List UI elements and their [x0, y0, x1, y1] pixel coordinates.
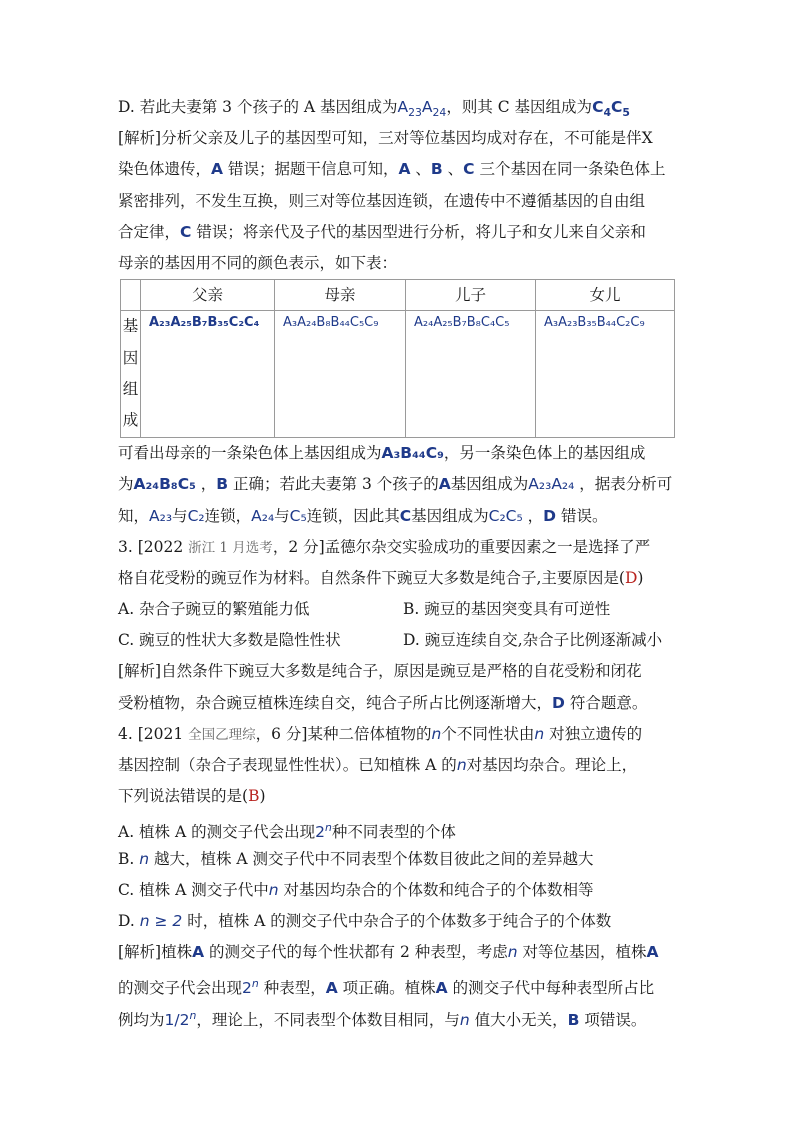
gene-a23: $A_{23}A_{24}$ — [397, 98, 447, 120]
option-c: C. 豌豆的性状大多数是隐性性状 — [118, 631, 341, 650]
cell-mother: A₃A₂₄B₈B₄₄C₅C₉ — [275, 311, 406, 438]
question4-analysis3: 例均为1/2$^n$，理论上，不同表型个体数目相同，与n 值大小无关，B 项错误。 — [118, 1008, 647, 1029]
header-mother: 母亲 — [275, 280, 406, 311]
question4-line1: 4. [2021 全国乙理综，6 分]某种二倍体植物的n个不同性状由n 对独立遗传的 — [118, 724, 643, 743]
analysis1-line1: [解析]分析父亲及儿子的基因型可知，三对等位基因均成对存在，不可能是伴X — [118, 129, 653, 148]
header-father: 父亲 — [141, 280, 275, 311]
analysis2-line1: 可看出母亲的一条染色体上基因组成为A₃B₄₄C₉，另一条染色体上的基因组成 — [118, 444, 646, 463]
analysis1-line4: 合定律，C 错误；将亲代及子代的基因型进行分析，将儿子和女儿来自父亲和 — [118, 222, 646, 241]
question4-option-b: B. n 越大，植株 A 测交子代中不同表型个体数目彼此之间的差异越大 — [118, 849, 594, 868]
analysis1-line5: 母亲的基因用不同的颜色表示，如下表： — [118, 253, 398, 272]
analysis2-line3: 知，A₂₃与C₂连锁，A₂₄与C₅连锁，因此其C基因组成为C₂C₅ ，D 错误。 — [118, 506, 608, 525]
genotype-table — [120, 279, 675, 438]
question4-option-d: D. n ≥ 2 时，植株 A 的测交子代中杂合子的个体数多于纯合子的个体数 — [118, 911, 612, 930]
analysis2-line2: 为A₂₄B₈C₅ ，B 正确；若此夫妻第 3 个孩子的A基因组成为A₂₃A₂₄ ，据表分析可 — [118, 475, 673, 494]
question4-analysis1: [解析]植株A 的测交子代的每个性状都有 2 种表型，考虑n 对等位基因，植株A — [118, 943, 659, 962]
cell-father: A₂₃A₂₅B₇B₃₅C₂C₄ — [141, 311, 275, 438]
option-d: D. 豌豆连续自交,杂合子比例逐渐减小 — [403, 631, 663, 650]
document-page — [118, 92, 678, 1031]
question3-line2: 格自花受粉的豌豆作为材料。自然条件下豌豆大多数是纯合子,主要原因是(D) — [118, 568, 644, 587]
header-daughter: 女儿 — [536, 280, 675, 311]
question4-analysis2: 的测交子代会出现2$^n$ 种表型，A 项正确。植株A 的测交子代中每种表型所占比 — [118, 977, 655, 998]
answer-b: B — [248, 787, 260, 806]
gene-c4c5: $C_4C_5$ — [592, 98, 630, 120]
option-d-mid: ，则其 C 基因组成为 — [446, 98, 593, 116]
question4-option-a: A. 植株 A 的测交子代会出现2$^n$种不同表型的个体 — [118, 821, 456, 842]
question3-analysis2: 受粉植物，杂合豌豆植株连续自交，纯合子所占比例逐渐增大，D 符合题意。 — [118, 693, 648, 712]
question3-line1: 3. [2022 浙江 1 月选考，2 分]孟德尔杂交实验成功的重要因素之一是选择了严 — [118, 537, 651, 556]
answer-d: D — [624, 568, 638, 587]
question3-options-cd — [118, 625, 678, 656]
cell-daughter: A₃A₂₃B₃₅B₄₄C₂C₉ — [536, 311, 675, 438]
question4-line3: 下列说法错误的是(B) — [118, 787, 266, 806]
table-header-row — [121, 280, 675, 311]
question3-analysis1: [解析]自然条件下豌豆大多数是纯合子，原因是豌豆是严格的自花受粉和闭花 — [118, 662, 642, 681]
table-corner — [121, 280, 141, 311]
option-b: B. 豌豆的基因突变具有可逆性 — [403, 600, 611, 619]
option-a: A. 杂合子豌豆的繁殖能力低 — [118, 600, 310, 619]
header-son: 儿子 — [406, 280, 536, 311]
analysis1-line2: 染色体遗传，A 错误；据题干信息可知，A 、B 、C 三个基因在同一条染色体上 — [118, 160, 666, 179]
table-row — [121, 311, 675, 438]
analysis1-line3: 紧密排列，不发生互换，则三对等位基因连锁，在遗传中不遵循基因的自由组 — [118, 191, 646, 210]
question3-options-ab — [118, 594, 678, 625]
cell-son: A₂₄A₂₅B₇B₈C₄C₅ — [406, 311, 536, 438]
row-label: 基 因 组 成 — [121, 311, 141, 438]
option-d-line — [118, 92, 678, 123]
question4-option-c: C. 植株 A 测交子代中n 对基因均杂合的个体数和纯合子的个体数相等 — [118, 880, 594, 899]
option-d-text: D. 若此夫妻第 3 个孩子的 A 基因组成为 — [118, 98, 398, 116]
question4-line2: 基因控制（杂合子表现显性性状）。已知植株 A 的n对基因均杂合。理论上， — [118, 756, 638, 774]
